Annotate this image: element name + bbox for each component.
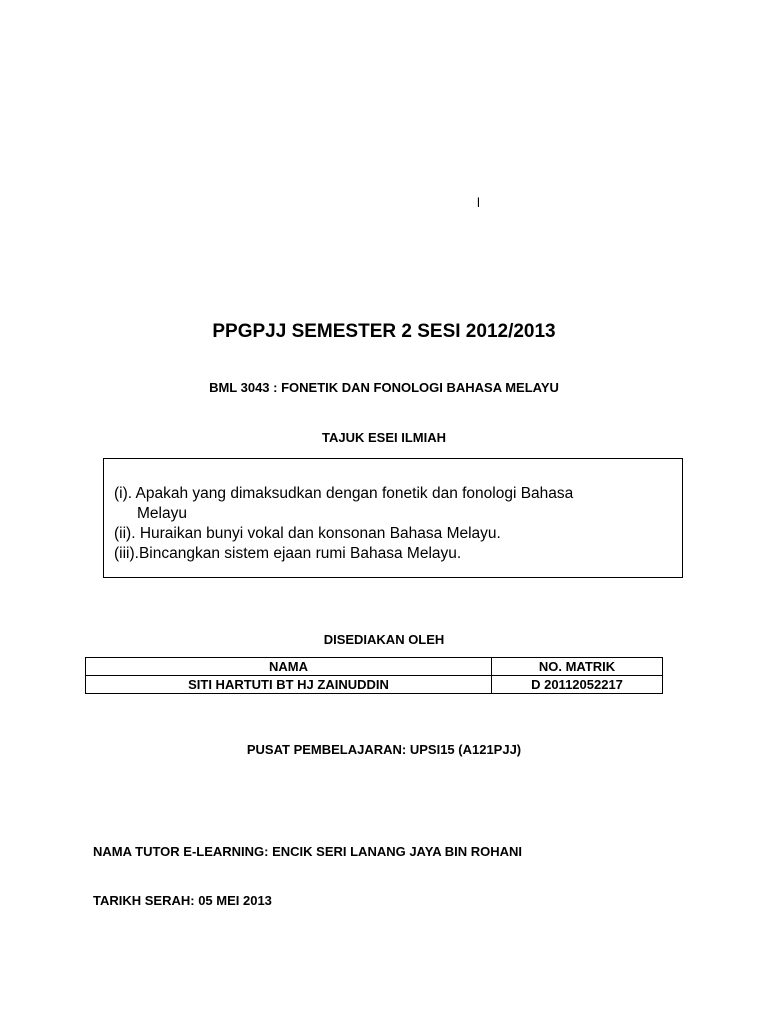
question-3: (iii).Bincangkan sistem ejaan rumi Bahasa Melayu.: [114, 545, 462, 562]
submission-date: TARIKH SERAH: 05 MEI 2013: [93, 893, 272, 908]
question-1-line-1: (i). Apakah yang dimaksudkan dengan fonetik dan fonologi Bahasa: [114, 485, 574, 502]
question-2: (ii). Huraikan bunyi vokal dan konsonan Bahasa Melayu.: [114, 525, 501, 542]
header-name: NAMA: [86, 658, 492, 676]
student-name: SITI HARTUTI BT HJ ZAINUDDIN: [86, 676, 492, 694]
prepared-by-heading: DISEDIAKAN OLEH: [323, 632, 445, 647]
course-title: BML 3043 : FONETIK DAN FONOLOGI BAHASA MELAYU: [209, 380, 559, 395]
student-matric-no: D 20112052217: [492, 676, 663, 694]
table-header-row: [86, 658, 663, 676]
learning-centre: PUSAT PEMBELAJARAN: UPSI15 (A121PJJ): [246, 742, 522, 757]
essay-heading: TAJUK ESEI ILMIAH: [322, 430, 446, 445]
tutor-name: NAMA TUTOR E-LEARNING: ENCIK SERI LANANG JAYA BIN ROHANI: [93, 844, 523, 859]
stray-mark: l: [477, 195, 480, 210]
question-box: [103, 458, 683, 578]
student-table: [85, 657, 663, 694]
document-title: PPGPJJ SEMESTER 2 SESI 2012/2013: [212, 321, 556, 342]
table-row: [86, 676, 663, 694]
question-1-line-2: Melayu: [137, 505, 187, 522]
header-matric-no: NO. MATRIK: [492, 658, 663, 676]
